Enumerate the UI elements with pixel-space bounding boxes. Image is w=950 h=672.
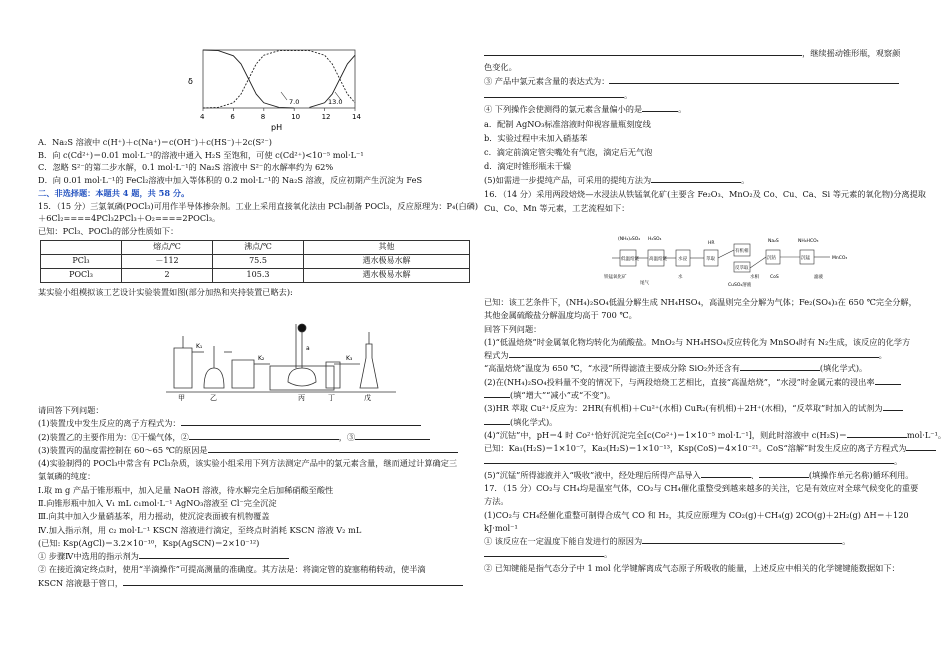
q15-s2-sep: ，③ — [338, 431, 356, 442]
r-line1 — [484, 46, 916, 60]
label-k2: K₂ — [258, 355, 265, 362]
answer-blank[interactable] — [355, 431, 430, 440]
answer-blank[interactable] — [642, 103, 678, 112]
apparatus-svg — [166, 318, 396, 400]
table-row — [41, 268, 470, 282]
q15-s1-text: (1)装置戊中发生反应的离子方程式为： — [38, 418, 181, 429]
label-k3: K₃ — [346, 355, 353, 362]
q17-line1: 17．（15 分）CO₂与 CH₄均是温室气体，CO₂与 CH₄催化重整受到越来越多的关注，它是有效应对全球气候变化的重要 — [484, 482, 919, 493]
q15-s2 — [38, 431, 470, 444]
answer-blank[interactable] — [189, 431, 339, 440]
q17-line5: ① 该反应在一定温度下能自发进行的原因为 。 — [484, 536, 851, 547]
x-tick-label: 12 — [321, 113, 331, 121]
q15-line3: 已知：PCl₃、POCl₃的部分性质如下： — [38, 225, 179, 236]
p4-line2-text: 已知：Ka₁(H₂S)＝1×10⁻⁷，Ka₂(H₂S)＝1×10⁻¹³，Ksp(CoS)＝4×10⁻²¹。CoS“溶解”时发生反应的离子方程式为 — [484, 443, 907, 454]
table-cell: 遇水极易水解 — [304, 268, 470, 282]
answer-blank[interactable] — [883, 402, 903, 411]
table-cell: POCl₃ — [41, 268, 122, 282]
option-rb: b．实验过程中未加入硝基苯 — [484, 132, 588, 143]
step-i: Ⅰ.取 m g 产品于锥形瓶中，加入足量 NaOH 溶液，待水解完全后加稀硝酸至酸性 — [38, 484, 334, 495]
answer-blank[interactable] — [484, 389, 510, 398]
q15-line2: ＋6Cl₂====4PCl₃2PCl₃＋O₂====2POCl₃。 — [38, 213, 221, 224]
flow-label: CoS — [770, 275, 779, 280]
q17-line5-text: ① 该反应在一定温度下能自发进行的原因为 — [484, 536, 643, 547]
p1-line1: (1)“低温焙烧”时金属氧化物均转化为硫酸盐。MnO₂与 NH₄HSO₄反应转化为 MnSO₄时有 N₂生成，该反应的化学方 — [484, 336, 911, 347]
x-tick-label: 14 — [352, 113, 361, 121]
flow-label: NH₄HCO₃ — [798, 239, 819, 244]
q15-line4: 某实验小组模拟该工艺设计实验装置如图(部分加热和夹持装置已略去): — [38, 286, 293, 297]
flow-label: (NH₄)₂SO₄ — [618, 237, 641, 242]
label-jia: 甲 — [178, 394, 185, 402]
step-iv: Ⅳ.加入指示剂，用 c₂ mol·L⁻¹ KSCN 溶液进行滴定，至终点时消耗 KSCN 溶液 V₂ mL — [38, 524, 362, 535]
table-cell: 遇水极易水解 — [304, 254, 470, 268]
table-cell: 105.3 — [213, 268, 304, 282]
flow-label: 沉钴 — [767, 256, 776, 261]
step-iii: Ⅲ.向其中加入少量硝基苯，用力摇动，使沉淀表面被有机物覆盖 — [38, 511, 270, 522]
label-wu: 戊 — [364, 394, 371, 402]
flow-label: 滤液 — [814, 275, 823, 280]
x-tick-label: 6 — [230, 113, 235, 121]
flow-label: 沉锰 — [801, 256, 810, 261]
label-a: a — [306, 345, 310, 352]
option-ra: a．配制 AgNO₃标准溶液时仰视容量瓶刻度线 — [484, 118, 651, 129]
q17-line3: (1)CO₂与 CH₄经催化重整可制得合成气 CO 和 H₂，其反应原理为 CO₂(g)＋CH₄(g) 2CO(g)＋2H₂(g) ΔH＝＋120 — [484, 509, 909, 520]
option-rd: d．滴定时锥形瓶未干燥 — [484, 160, 572, 171]
table-header-row — [41, 240, 470, 254]
p4-line1-text: (4)“沉钴”中，pH＝4 时 Co²⁺恰好沉淀完全[c(Co²⁺)＝1×10⁻⁵ mol·L⁻¹]，则此时溶液中 c(H₂S)＝ — [484, 429, 847, 440]
label-k1: K₁ — [196, 343, 203, 350]
q15-s2-text: (2)装置乙的主要作用为：①干燥气体，② — [38, 431, 189, 442]
answer-intro: 回答下列问题： — [484, 323, 542, 334]
p4-line2 — [484, 442, 916, 455]
c2-text: KSCN 溶液悬于管口， — [38, 577, 124, 588]
p3-line1-text: (3)HR 萃取 Cu²⁺反应为：2HR(有机相)＋Cu²⁺(水相) CuR₂(有机相)＋2H⁺(水相)，“反萃取”时加入的试剂为 — [484, 403, 883, 414]
label-yi: 乙 — [210, 394, 217, 402]
q15-s3 — [38, 444, 470, 457]
answer-blank[interactable] — [484, 47, 802, 56]
answer-blank[interactable] — [123, 577, 463, 586]
x-tick-label: 4 — [200, 113, 205, 121]
answer-blank[interactable] — [509, 349, 879, 358]
answer-blank[interactable] — [759, 469, 809, 478]
table-cell: PCl₃ — [41, 254, 122, 268]
q15-s4a: (4)实验制得的 POCl₃中常含有 PCl₃杂质，该实验小组采用下列方法测定产品中的氯元素含量，继而通过计算确定三 — [38, 458, 458, 469]
p5-text: (5)“沉锰”所得滤液并入“吸收”液中，经处理后所得产品导入 — [484, 469, 701, 480]
flow-label: 水相 — [750, 275, 759, 280]
answer-blank[interactable] — [484, 416, 510, 425]
answer-blank[interactable] — [875, 376, 901, 385]
p2-line2 — [484, 389, 916, 402]
answer-blank[interactable] — [139, 550, 289, 559]
q16-line2: Cu、Co、Mn 等元素，工艺流程如下： — [484, 203, 630, 214]
r-line5b: (5)如需进一步提纯产品，可采用的提纯方法为 。 — [484, 174, 750, 185]
option-c: C．忽略 S²⁻的第二步水解，0.1 mol·L⁻¹的 Na₂S 溶液中 S²⁻的水解率约为 62% — [38, 162, 334, 173]
answer-blank[interactable] — [484, 455, 894, 464]
q15-s1 — [38, 417, 470, 430]
answer-blank[interactable] — [847, 429, 907, 438]
p4-line1 — [484, 429, 947, 442]
flow-label: HR — [708, 241, 715, 246]
q17-line2: 方法。 — [484, 496, 509, 507]
c1-text: ① 步骤Ⅳ中选用的指示剂为 — [38, 551, 139, 562]
q15-s4b: 氯氧磷的纯度： — [38, 471, 96, 482]
label-bing: 丙 — [298, 394, 305, 402]
flow-label: 水浸 — [678, 257, 687, 262]
p3-line1 — [484, 402, 916, 415]
answer-blank[interactable] — [642, 535, 842, 544]
p5-tail: (填操作单元名称)循环利用。 — [808, 469, 914, 480]
apparatus-diagram — [166, 318, 396, 400]
r-line2: 色变化。 — [484, 62, 517, 73]
table-header: 熔点/℃ — [122, 240, 213, 254]
p1-line2-text: 程式为 — [484, 350, 509, 361]
table-header: 其他 — [304, 240, 470, 254]
table-row — [41, 254, 470, 268]
answer-blank[interactable] — [609, 75, 899, 84]
r-line5-text: ④ 下列操作会使测得的氯元素含量偏小的是 — [484, 104, 643, 115]
annotation-7: 7.0 — [289, 98, 300, 106]
p2-line1 — [484, 376, 916, 389]
answer-blank[interactable] — [484, 89, 624, 98]
annotation-arrow-1 — [281, 92, 287, 100]
answer-blank[interactable] — [208, 444, 458, 453]
r-line3 — [484, 74, 916, 88]
c2-line1: ② 在接近滴定终点时，使用“半滴操作”可提高测量的准确度。其方法是：将滴定管的旋塞稍稍转动，使半滴 — [38, 564, 426, 575]
distribution-chart — [178, 44, 378, 136]
answer-blank[interactable] — [181, 417, 421, 426]
q15-line1: 15．（15 分）三氯氧磷(POCl₃)可用作半导体掺杂剂。工业上采用直接氧化法由 PCl₃制备 POCl₃，反应原理为：P₄(白磷) — [38, 200, 479, 211]
flow-label: MnCO₃ — [832, 256, 848, 261]
flow-label: 铁锰氧化矿 — [604, 275, 627, 280]
p1-line3 — [484, 362, 916, 375]
p1-line2: 程式为 。 — [484, 350, 887, 361]
q17-line7: ② 已知键能是指气态分子中 1 mol 化学键解离成气态原子所吸收的能量，上述反应中相关的化学键键能数据如下： — [484, 562, 900, 573]
y-axis-label: δ — [188, 77, 193, 86]
p3-line2 — [484, 416, 916, 429]
p5-line: (5)“沉锰”所得滤液并入“吸收”液中，经处理后所得产品导入 、 (填操作单元名称)循环利用。 — [484, 469, 914, 480]
flow-label: 高温焙烧 — [649, 257, 667, 262]
flow-label: 反萃取 — [735, 266, 749, 271]
flow-label: 萃取 — [706, 257, 715, 262]
table-cell: －112 — [122, 254, 213, 268]
q16-line1: 16．（14 分）采用两段焙烧—水浸法从铁锰氧化矿(主要含 Fe₂O₃、MnO₂及 Co、Cu、Ca、Si 等元素的氧化物)分离提取 — [484, 189, 926, 200]
r-line5b-text: (5)如需进一步提纯产品，可采用的提纯方法为 — [484, 174, 652, 185]
step-ii: Ⅱ.向锥形瓶中加入 V₁ mL c₁mol·L⁻¹ AgNO₃溶液至 Cl⁻完全沉淀 — [38, 497, 277, 508]
option-b: B．向 c(Cd²⁺)＝0.01 mol·L⁻¹的溶液中通入 H₂S 至饱和，可使 c(Cd²⁺)<10⁻⁵ mol·L⁻¹ — [38, 149, 364, 160]
p1-line3-tail: (填化学式)。 — [819, 363, 868, 374]
flow-label: CuSO₄溶液 — [728, 283, 752, 288]
section-heading: 二、非选择题：本题共 4 题，共 58 分。 — [38, 187, 190, 198]
table-cell: 2 — [122, 268, 213, 282]
ksp-line: (已知: Ksp(AgCl)＝3.2×10⁻¹⁰，Ksp(AgSCN)＝2×10⁻¹²) — [38, 537, 260, 548]
answer-blank[interactable] — [906, 442, 936, 451]
p3-line2-text: (填化学式)。 — [510, 416, 558, 427]
answer-blank[interactable] — [484, 548, 604, 557]
flow-label: 有机相 — [735, 249, 749, 254]
p2-line2-text: (填“增大”“减小”或“不变”)。 — [510, 389, 616, 400]
process-flow-diagram — [604, 232, 864, 288]
flow-label: Na₂S — [768, 239, 779, 244]
x-tick-label: 8 — [260, 113, 266, 121]
flow-label: 尾气 — [640, 281, 649, 286]
answer-blank[interactable] — [651, 174, 741, 183]
table-header — [41, 240, 122, 254]
r-line1-text: ，继续摇动锥形瓶，观察颜 — [802, 48, 901, 58]
known-line1: 已知：该工艺条件下，(NH₄)₂SO₄低温分解生成 NH₄HSO₄，高温则完全分解为气体；Fe₂(SO₄)₃在 650 ℃完全分解， — [484, 297, 917, 307]
annotation-13: 13.0 — [328, 98, 343, 106]
x-tick-label: 10 — [291, 113, 301, 121]
p4-line3: 。 — [484, 455, 916, 468]
option-d: D．向 0.01 mol·L⁻¹的 FeCl₂溶液中加入等体积的 0.2 mol·L⁻¹的 Na₂S 溶液，反应初期产生沉淀为 FeS — [38, 175, 423, 186]
table-header: 沸点/℃ — [213, 240, 304, 254]
r-line3-text: ③ 产品中氯元素含量的表达式为： — [484, 76, 610, 87]
q15-s3-text: (3)装置丙的温度需控制在 60～65 ℃的原因是 — [38, 444, 208, 455]
label-ding: 丁 — [328, 394, 335, 402]
known-line2: 其他金属硫酸盐分解温度均高于 700 ℃。 — [484, 310, 637, 321]
option-rc: c．滴定前滴定管尖嘴处有气泡，滴定后无气泡 — [484, 146, 653, 157]
answer-blank[interactable] — [701, 469, 751, 478]
flow-label: 水 — [678, 275, 683, 280]
c1-line — [38, 550, 470, 563]
r-line4: 。 — [484, 88, 916, 102]
option-a: A．Na₂S 溶液中 c(H⁺)＋c(Na⁺)＝c(OH⁻)＋c(HS⁻)＋2c(S²⁻) — [38, 137, 272, 147]
answer-blank[interactable] — [740, 362, 820, 371]
table-cell: 75.5 — [213, 254, 304, 268]
properties-table — [40, 240, 470, 283]
q17-line4: kJ·mol⁻¹ — [484, 522, 518, 533]
flow-label: 低温焙烧 — [621, 257, 639, 262]
flow-label: H₂SO₄ — [648, 237, 662, 242]
x-axis-label: pH — [271, 123, 283, 132]
distribution-chart-svg — [178, 44, 378, 136]
r-line5: ④ 下列操作会使测得的氯元素含量偏小的是 。 — [484, 104, 687, 115]
p2-line1-text: (2)在(NH₄)₂SO₄投料量不变的情况下，与两段焙烧工艺相比，直接“高温焙烧”，“水浸”时金属元素的浸出率 — [484, 376, 875, 387]
q17-line6: 。 — [484, 548, 916, 561]
p4-line1-tail: mol·L⁻¹。 — [906, 429, 947, 440]
process-flow-svg — [604, 232, 864, 288]
ask-line: 请回答下列问题： — [38, 405, 104, 415]
p1-line3-text: “高温焙烧”温度为 650 ℃，“水浸”所得滤渣主要成分除 SiO₂外还含有 — [484, 363, 740, 374]
c2-line2 — [38, 577, 470, 590]
